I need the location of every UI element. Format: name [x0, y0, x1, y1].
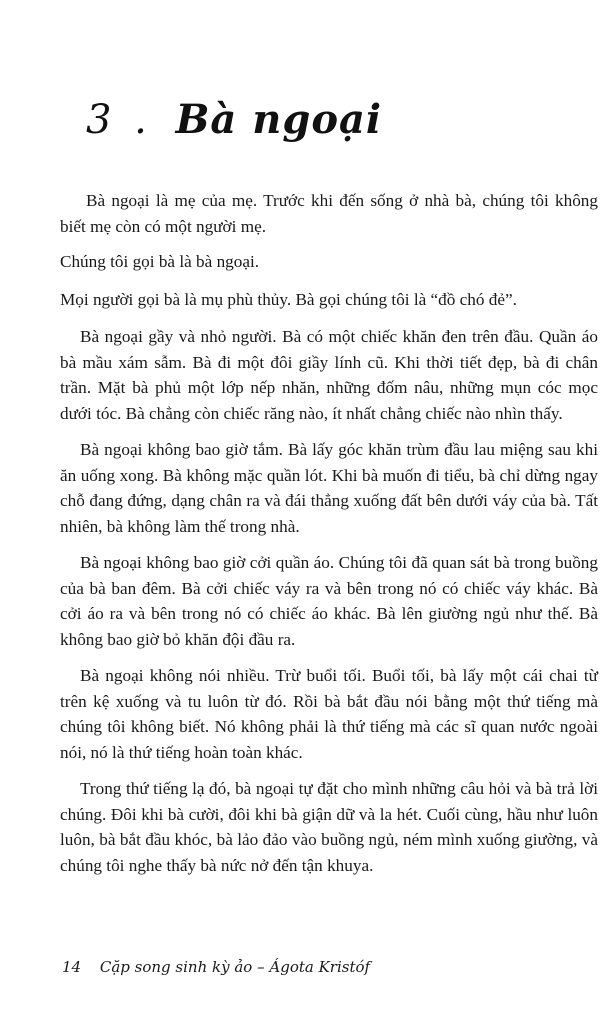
- chapter-title: Bà ngoại: [175, 96, 383, 143]
- paragraph: Bà ngoại gầy và nhỏ người. Bà có một chiếc khăn đen trên đầu. Quần áo bà mầu xám sẫm. Bà đi một đôi giầy lính cũ. Khi thời tiết đẹp, bà đi chân trần. Mặt bà phủ một lớp nếp nhăn, những đốm nâu, những mụn cóc mọc dưới tóc. Bà chẳng còn chiếc răng nào, ít nhất chẳng chiếc nào nhìn thấy.: [60, 327, 598, 423]
- paragraph: Chúng tôi gọi bà là bà ngoại.: [60, 252, 260, 271]
- paragraph: Bà ngoại không nói nhiều. Trừ buổi tối. Buổi tối, bà lấy một cái chai từ trên kệ xuống và tu luôn từ đó. Rồi bà bắt đầu nói bằng một thứ tiếng mà chúng tôi không biết. Nó không phải là thứ tiếng mà các sĩ quan nước ngoài nói, nó là thứ tiếng hoàn toàn khác.: [60, 666, 598, 762]
- paragraph: Mọi người gọi bà là mụ phù thủy. Bà gọi chúng tôi là “đồ chó đẻ”.: [60, 289, 517, 309]
- chapter-number: 3: [86, 97, 113, 143]
- paragraph: Bà ngoại là mẹ của mẹ. Trước khi đến sống ở nhà bà, chúng tôi không biết mẹ còn có một người mẹ.: [60, 191, 598, 236]
- book-title: Cặp song sinh kỳ ảo: [99, 958, 253, 976]
- footer-dash: –: [257, 958, 265, 976]
- chapter-separator: .: [134, 97, 148, 143]
- paragraph: Bà ngoại không bao giờ cởi quần áo. Chúng tôi đã quan sát bà trong buồng của bà ban đêm. Bà cởi chiếc váy ra và bên trong nó có chiếc váy khác. Bà cởi áo ra và bên trong nó có chiếc áo khác. Bà lên giường ngủ như thế. Bà không bao giờ bỏ khăn đội đầu ra.: [60, 553, 598, 649]
- page-footer: [62, 958, 370, 976]
- chapter-body: [60, 188, 598, 878]
- book-author: Ágota Kristóf: [269, 958, 371, 976]
- paragraph: Bà ngoại không bao giờ tắm. Bà lấy góc khăn trùm đầu lau miệng sau khi ăn uống xong. Bà không mặc quần lót. Khi bà muốn đi tiểu, bà chỉ dừng ngay chỗ đang đứng, dạng chân ra và đái thẳng xuống đất bên dưới váy của bà. Tất nhiên, bà không làm thế trong nhà.: [60, 440, 598, 536]
- paragraph: Trong thứ tiếng lạ đó, bà ngoại tự đặt cho mình những câu hỏi và bà trả lời chúng. Đôi khi bà cười, đôi khi bà giận dữ và la hét. Cuối cùng, hầu như luôn luôn, bà bắt đầu khóc, bà lảo đảo vào buồng ngủ, ném mình xuống giường, và chúng tôi nghe thấy bà nức nở đến tận khuya.: [60, 779, 598, 875]
- page-number: 14: [62, 958, 82, 976]
- chapter-heading: [86, 96, 382, 143]
